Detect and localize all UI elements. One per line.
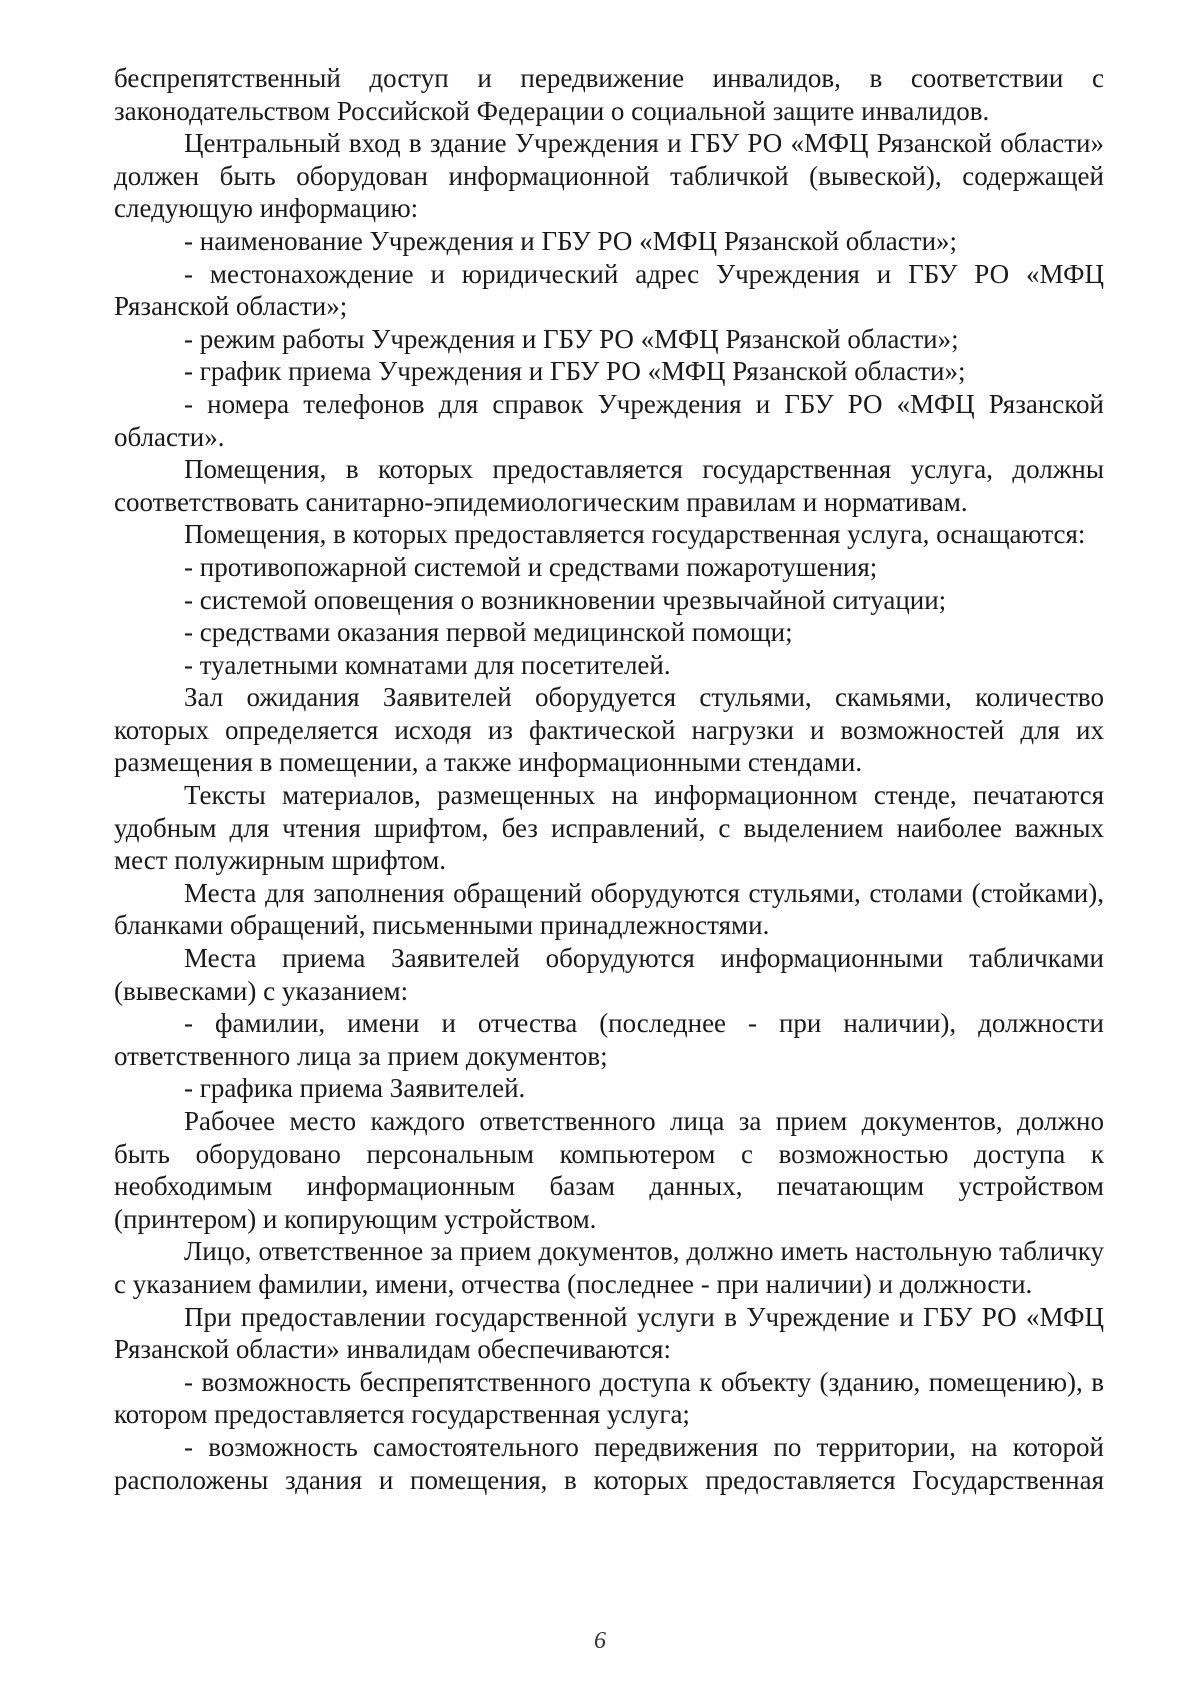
- paragraph: - противопожарной системой и средствами пожаротушения;: [184, 551, 878, 582]
- paragraph: - системой оповещения о возникновении чрезвычайной ситуации;: [184, 584, 947, 615]
- paragraph: - наименование Учреждения и ГБУ РО «МФЦ Рязанской области»;: [184, 225, 958, 256]
- paragraph: - местонахождение и юридический адрес Учреждения и ГБУ РО «МФЦ Рязанской области»;: [114, 258, 1104, 322]
- paragraph: - возможность самостоятельного передвижения по территории, на которой расположены здания и помещения, в которых предоставляется Государственная: [114, 1431, 1104, 1495]
- paragraph: Зал ожидания Заявителей оборудуется стульями, скамьями, количество которых определяется исходя из фактической нагрузки и возможностей для их размещения в помещении, а также информационными стендами.: [114, 682, 1104, 778]
- paragraph: Помещения, в которых предоставляется государственная услуга, должны соответствовать санитарно-эпидемиологическим правилам и нормативам.: [114, 454, 1104, 517]
- document-body: [114, 62, 1104, 1496]
- paragraph: Тексты материалов, размещенных на информационном стенде, печатаются удобным для чтения шрифтом, без исправлений, с выделением наиболее важных мест полужирным шрифтом.: [114, 780, 1104, 876]
- paragraph: Лицо, ответственное за прием документов, должно иметь настольную табличку с указанием фамилии, имени, отчества (последнее - при наличии) и должности.: [114, 1236, 1104, 1299]
- paragraph: - возможность беспрепятственного доступа к объекту (зданию, помещению), в котором предоставляется государственная услуга;: [114, 1366, 1104, 1430]
- paragraph: - режим работы Учреждения и ГБУ РО «МФЦ Рязанской области»;: [184, 323, 959, 354]
- document-page: [114, 62, 1104, 1622]
- paragraph: беспрепятственный доступ и передвижение инвалидов, в соответствии с законодательством Российской Федерации о социальной защите инвалидов.: [114, 63, 1104, 126]
- paragraph: - графика приема Заявителей.: [184, 1073, 526, 1104]
- paragraph: - график приема Учреждения и ГБУ РО «МФЦ Рязанской области»;: [184, 356, 966, 387]
- paragraph: - туалетными комнатами для посетителей.: [184, 649, 671, 680]
- paragraph: Места приема Заявителей оборудуются информационными табличками (вывесками) с указанием:: [114, 943, 1104, 1006]
- paragraph: - средствами оказания первой медицинской помощи;: [184, 617, 793, 648]
- paragraph: - номера телефонов для справок Учреждения и ГБУ РО «МФЦ Рязанской области».: [114, 388, 1104, 452]
- paragraph: Центральный вход в здание Учреждения и ГБУ РО «МФЦ Рязанской области» должен быть оборудован информационной табличкой (вывеской), содержащей следующую информацию:: [114, 128, 1104, 224]
- paragraph: Рабочее место каждого ответственного лица за прием документов, должно быть оборудовано персональным компьютером с возможностью доступа к необходимым информационным базам данных, печатающим устройством (принтером) и копирующим устройством.: [114, 1106, 1104, 1234]
- paragraph: Помещения, в которых предоставляется государственная услуга, оснащаются:: [184, 519, 1086, 550]
- paragraph: - фамилии, имени и отчества (последнее - при наличии), должности ответственного лица за прием документов;: [114, 1008, 1104, 1071]
- paragraph: Места для заполнения обращений оборудуются стульями, столами (стойками), бланками обращений, письменными принадлежностями.: [114, 877, 1104, 941]
- paragraph: При предоставлении государственной услуги в Учреждение и ГБУ РО «МФЦ Рязанской области» инвалидам обеспечиваются:: [114, 1301, 1104, 1365]
- page-number: 6: [594, 1628, 606, 1654]
